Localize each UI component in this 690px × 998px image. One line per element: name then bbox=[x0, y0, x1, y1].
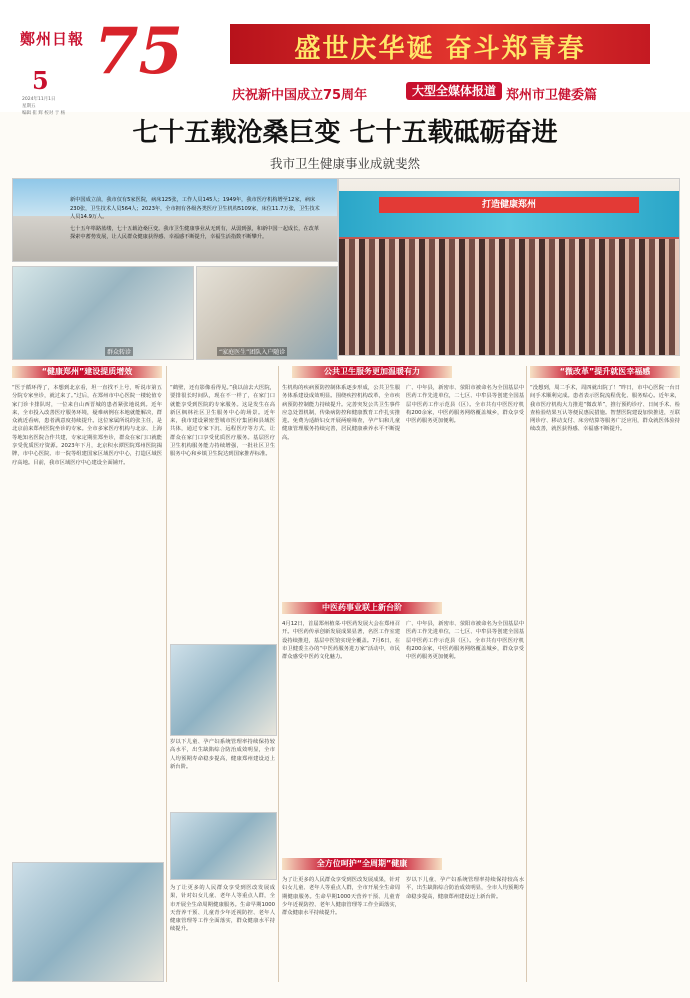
column-lower-right: 岁以下儿童、孕产妇系统管理率持续保持较高水平，出生缺陷综合防治成效明显，全市人均预期寿命稳步提高，健康郑州建设迈上新台阶。 bbox=[406, 877, 524, 900]
conference-hall-photo bbox=[338, 178, 680, 356]
subtitle-left: 庆祝新中国成立75周年 bbox=[232, 88, 368, 103]
hall-banner-text: 打造健康郑州 bbox=[481, 200, 536, 210]
slogan-text: 盛世庆华诞 奋斗郑青春 bbox=[294, 34, 586, 64]
newborn-photo bbox=[170, 812, 277, 880]
intro-text bbox=[70, 196, 324, 242]
column-lower-center: 为了让更多的人民群众享受到医改发展成果，针对妇女儿童、老年人等重点人群，全市开展全生命周期健康服务。生命早期1000天营养干预、儿童青少年近视防控、老年人健康管理等工作全面落实，群众健康水平持续提升。 bbox=[282, 877, 400, 917]
column-right: “没想到，周二手术，周四就出院了！”昨日，市中心医院一台日间手术顺利完成。患者表示医院流程优化、服务贴心。近年来，我市医疗机构大力推进“微改革”，推行预约诊疗、日间手术、检查检验结果互认等便民惠民措施。智慧医院建设加快推进，互联网诊疗、移动支付、床旁结算等服务广泛应用，群众就医体验持续改善，就医获得感、幸福感不断提升。 bbox=[530, 385, 680, 433]
column-divider bbox=[278, 366, 279, 982]
section-title-lower: 全方位呵护“全周期”健康 bbox=[282, 858, 442, 870]
column-mid-right: 广、中年县，新密市、荥阳市被命名为全国基层中医药工作先进单位，二七区、中牟县等创建全国基层中医药工作示范县（区）。全市共有中医医疗机构200余家，中医药服务网络覆盖城乡，群众享受中医药服务更加便利。 bbox=[406, 385, 524, 425]
intro-paragraph-2: 七十五年筚路蓝缕，七十五载沧桑巨变。我市卫生健康事业从无到有，从弱到强，和新中国一起成长，在改革探索中蓄势发展，让人民群众健康获得感、幸福感不断提升，幸福生活指数不断攀升。 bbox=[70, 225, 320, 240]
column-mid-left: “鹤壁，还有影像看得见。”我以前去大医院，要排很长时间队，现在不一样了，在家门口就能享受到医院的专家服务。这是发生在高新区枫林社区卫生服务中心的场景。近年来，我市建设紧密型城市医疗集团和县域医共体，通过专家下沉、远程医疗等方式，让群众在家门口享受优质医疗服务。基层医疗卫生机构服务能力持续增强，一批社区卫生服务中心和乡镇卫生院达到国家推荐标准。 bbox=[170, 385, 275, 458]
hall-audience bbox=[339, 239, 679, 355]
photo-caption-a: 群众转诊 bbox=[107, 349, 132, 356]
subtitle-right: 郑州市卫健委篇 bbox=[506, 88, 598, 103]
hall-banner bbox=[379, 197, 639, 213]
transfer-photo bbox=[12, 266, 194, 360]
section-title-mid: 公共卫生服务更加温暖有力 bbox=[292, 366, 452, 378]
column-left: “医于循环得了，本想到北京看，坦一直找不上号，听说市第五分院专家坐诊，就过来了。”过后，在郑州市中心医院一楼轮值专家门诊卡排队时，一位来自山西晋城的患者紧张地说到。近年来，全市投入改善医疗服务环境，疑难病例在本地就能解决，群众就近看病，患者满意度持续提升。这位家属所说的张主任，是北京前来郑州医院坐诊的专家。全市多家医疗机构与北京、上海等地知名医院合作共建，专家定期驻郑坐诊，群众在家门口就能享受优质医疗资源。2023年下月，北京积水潭医院郑州医院揭牌，市中心医院、市一院等组建国家区域医疗中心，打造区域医疗高地。目前，我市区域医疗中心建设全面铺开。 bbox=[12, 385, 162, 466]
issue-weekday: 星期五 bbox=[22, 104, 36, 109]
doctor-group-photo bbox=[170, 644, 277, 736]
column-center-right: 广、中年县，新密市、荥阳市被命名为全国基层中医药工作先进单位，二七区、中牟县等创建全国基层中医药工作示范县（区）。全市共有中医医疗机构200余家，中医药服务网络覆盖城乡，群众享受中医药服务更加便利。 bbox=[406, 621, 524, 661]
section-title-left: “健康郑州”建设提质增效 bbox=[12, 366, 162, 378]
paper-logo: 鄭州日報 bbox=[20, 30, 85, 48]
masthead bbox=[0, 0, 690, 116]
editor-credit: 编辑 崔 辉 校对 于 杨 bbox=[22, 111, 66, 116]
anniversary-number: 75 bbox=[94, 14, 184, 89]
page-headline: 七十五载沧桑巨变 七十五载砥砺奋进 bbox=[132, 118, 558, 148]
section-title-center: 中医药事业联上新台阶 bbox=[282, 602, 442, 614]
column-lower-left: 为了让更多的人民群众享受到医改发展成果，针对妇女儿童、老年人等重点人群，全市开展全生命周期健康服务。生命早期1000天营养干预、儿童青少年近视防控、老年人健康管理等工作全面落实，群众健康水平持续提升。 bbox=[170, 885, 275, 933]
hospital-campus-photo bbox=[12, 862, 164, 982]
issue-date: 2024年11月1日 bbox=[22, 97, 56, 102]
photo-caption-b: “家庭医生”团队入户随诊 bbox=[219, 349, 286, 356]
column-mid-left-lower: 岁以下儿童、孕产妇系统管理率持续保持较高水平，出生缺陷综合防治成效明显，全市人均预期寿命稳步提高，健康郑州建设迈上新台阶。 bbox=[170, 739, 275, 770]
column-divider bbox=[166, 366, 167, 982]
home-visit-photo bbox=[196, 266, 338, 360]
subtitle-pill: 大型全媒体报道 bbox=[406, 82, 502, 100]
column-divider bbox=[526, 366, 527, 982]
column-mid: 生机构的疾病预防控制体系逐步形成，公共卫生服务体系建设成效明显。围绕疾控机构改革，全市疾病预防控制能力持续提升。完善突发公共卫生事件应急处置机制，传染病防控和健康教育工作扎实推进。免费为适龄妇女开展两癌筛查，孕产妇和儿童健康管理服务持续完善，居民健康素养水平不断提高。 bbox=[282, 385, 400, 441]
page-number: 5 bbox=[32, 66, 49, 95]
page-subheadline: 我市卫生健康事业成就斐然 bbox=[269, 156, 420, 171]
section-title-right: “微改革”提升就医幸福感 bbox=[530, 366, 680, 378]
column-center: 4月12日，首届郑州植菜·中医药发展大会在郑州召开。中医药传承创新发展成果显著，名医工作室建设持续推进，基层中医馆实现全覆盖。7月6日，在市卫健委主办的“中医药服务进万家”活动中，市民群众感受中医药文化魅力。 bbox=[282, 621, 400, 661]
intro-paragraph-1: 新中国成立前，我市仅有5家医院，病床125张，工作人员145人；1949年，我市医疗机构增至12家，病床230张，卫生技术人员564人；2023年，全市拥有各级各类医疗卫生机构5109家，床位11.7万张，卫生技术人员14.9万人。 bbox=[70, 197, 320, 220]
